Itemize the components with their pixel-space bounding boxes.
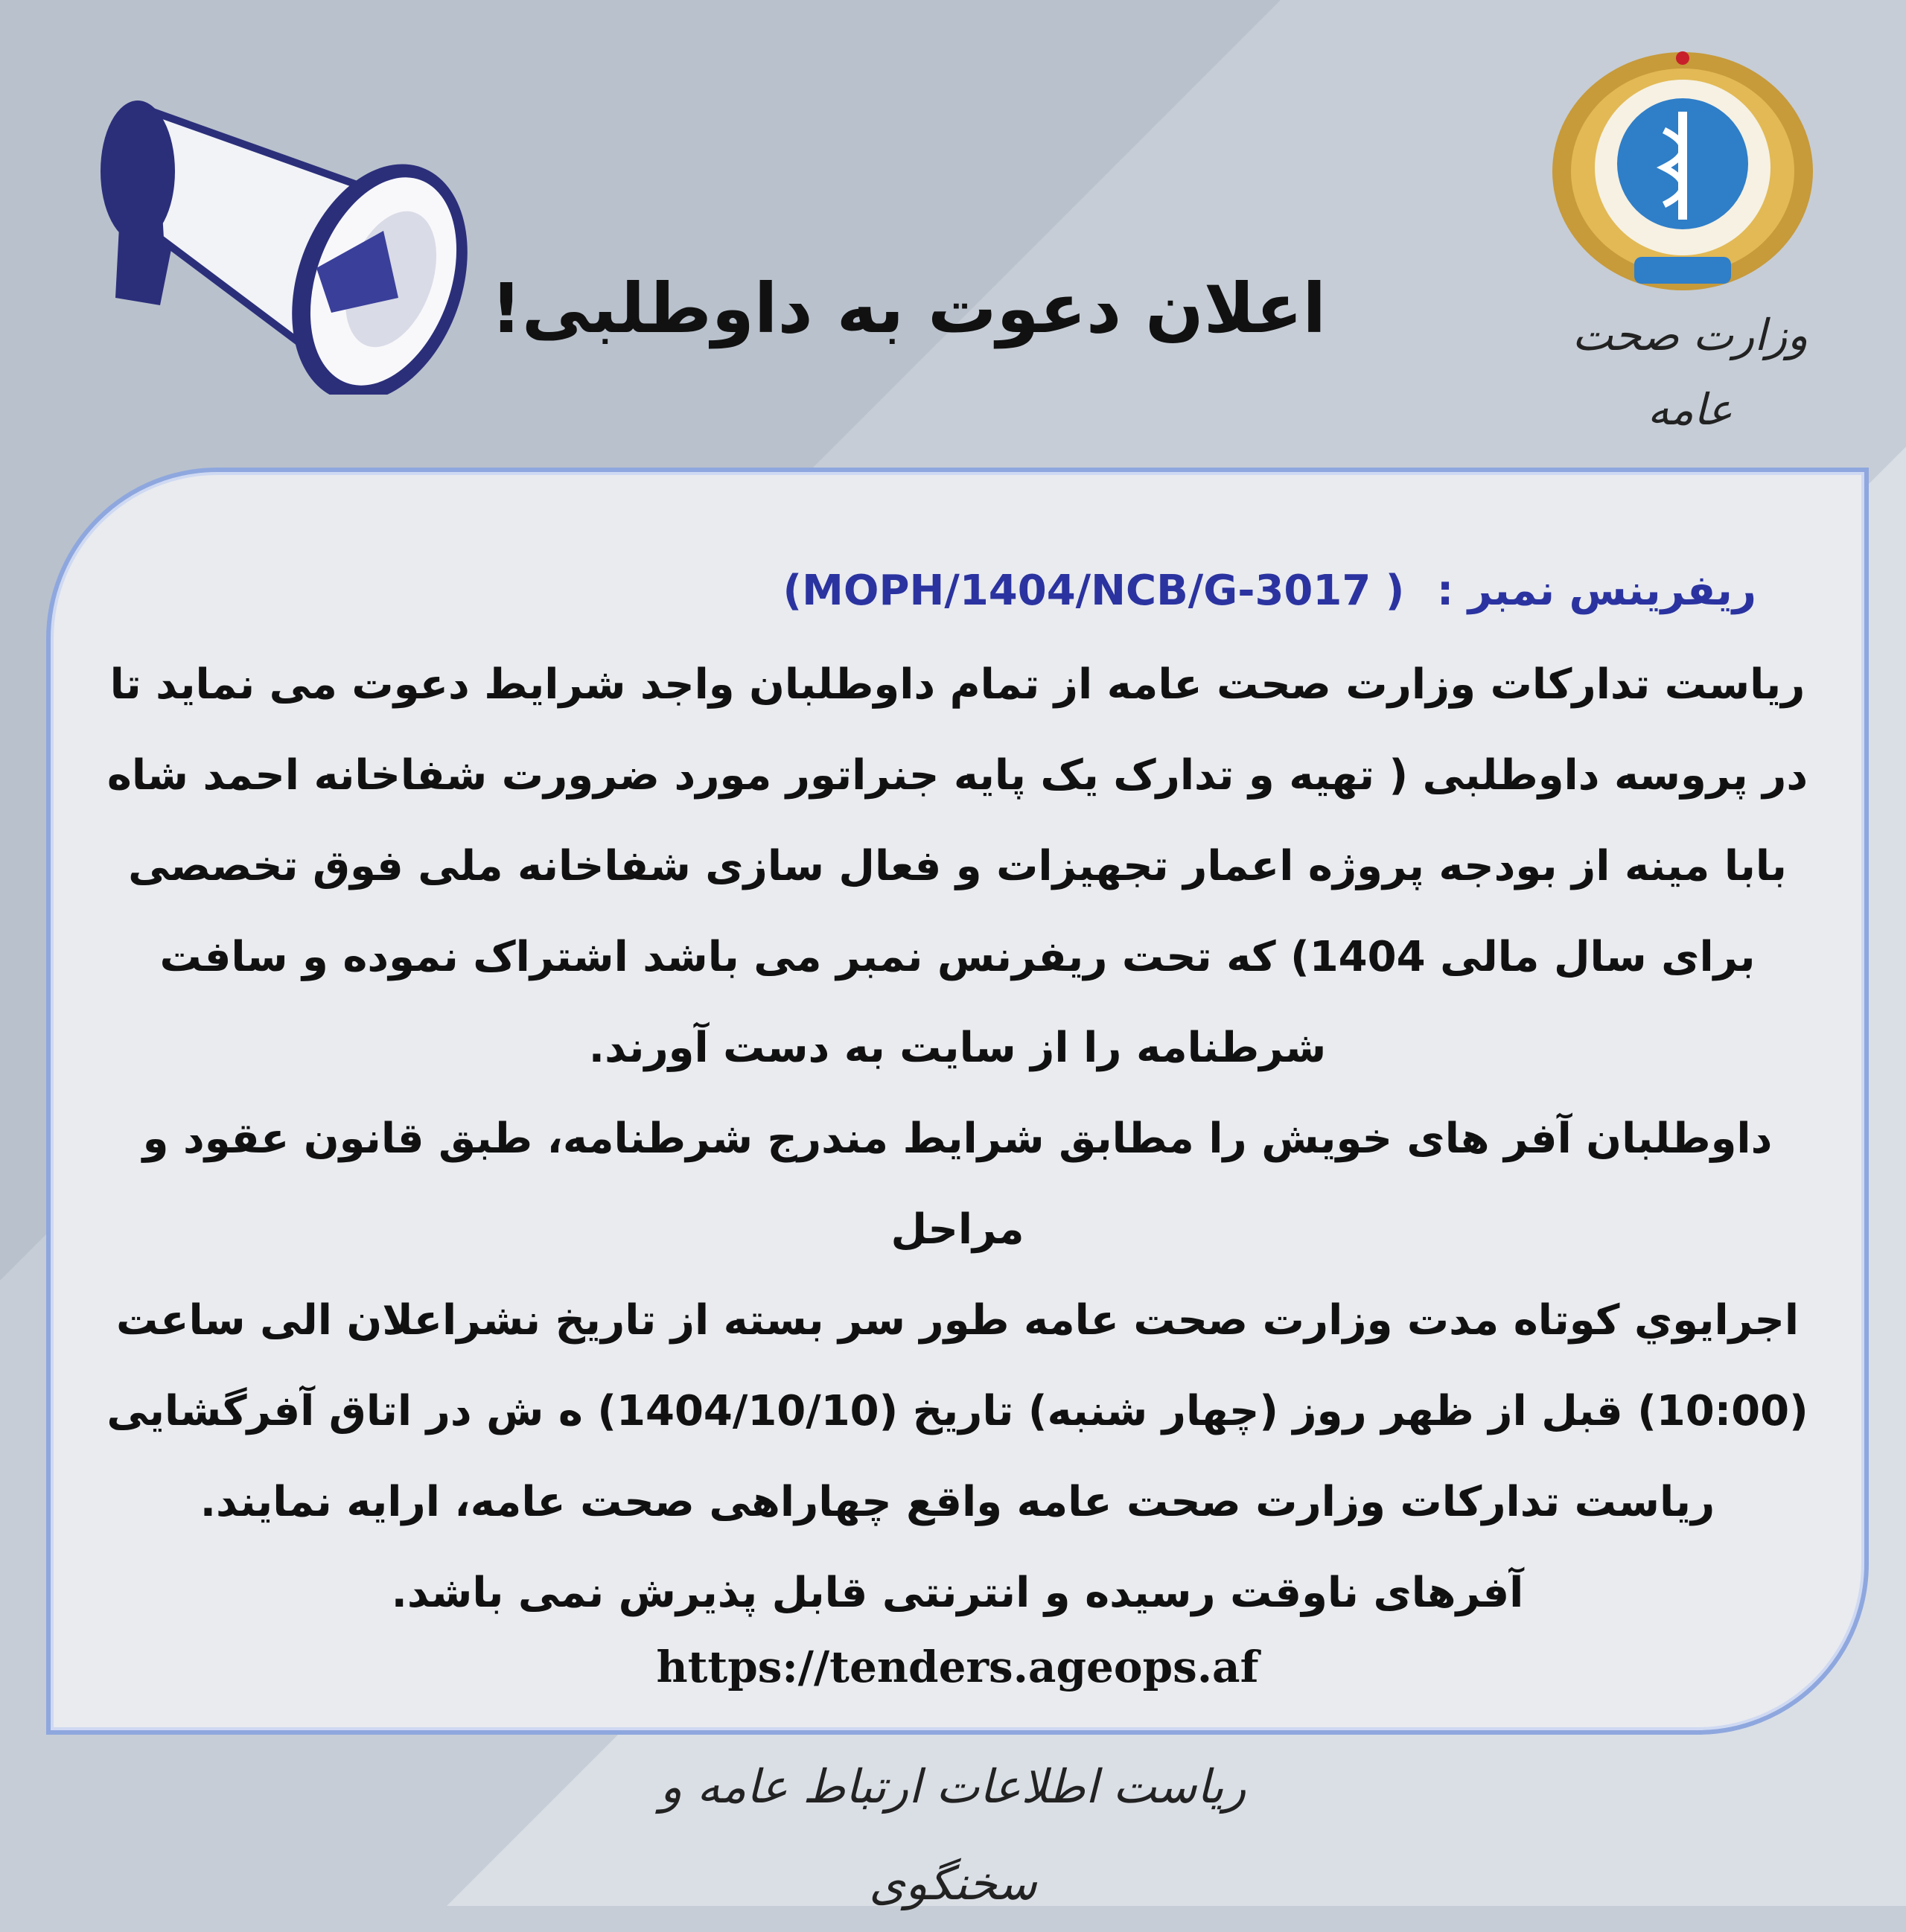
notice-panel [46, 468, 1869, 1735]
body-line: برای سال مالی 1404) که تحت ریفرنس نمبر می باشد اشتراک نموده و سافت [159, 933, 1756, 981]
reference-line [783, 550, 1756, 632]
body-line: ریاست تدارکات وزارت صحت عامه واقع چهاراهی صحت عامه، ارایه نمایند. [200, 1478, 1715, 1526]
body-line: ریاست تدارکات وزارت صحت عامه از تمام داوطلبان واجد شرایط دعوت می نماید تا [109, 660, 1805, 709]
body-line: اجرایوي کوتاه مدت وزارت صحت عامه طور سر بسته از تاریخ نشراعلان الی ساعت [115, 1296, 1800, 1345]
page-title: اعلان دعوت به داوطلبی! [490, 269, 1327, 348]
tender-url-link[interactable]: https://tenders.ageops.af [656, 1642, 1259, 1692]
reference-label: ریفرینس نمبر : [1436, 567, 1756, 615]
ministry-emblem-icon [1545, 45, 1820, 294]
closing-line: آفرهای ناوقت رسیده و انترنتی قابل پذیرش نمی باشد. [391, 1569, 1524, 1617]
body-line: بابا مینه از بودجه پروژه اعمار تجهیزات و فعال سازی شفاخانه ملی فوق تخصصی [128, 842, 1787, 890]
footer-signature: ریاست اطلاعات ارتباط عامه و سخنگوی [660, 1759, 1246, 1910]
body-line: در پروسه داوطلبی ( تهیه و تدارک یک پایه جنراتور مورد ضرورت شفاخانه احمد شاه [106, 751, 1808, 800]
ministry-signature: وزارت صحت عامه [1572, 310, 1808, 435]
notice-body [103, 640, 1812, 1639]
megaphone-icon [71, 45, 473, 395]
body-line: (10:00) قبل از ظهر روز (چهار شنبه) تاریخ (1404/10/10) ه ش در اتاق آفرگشایی [106, 1387, 1808, 1435]
body-line: داوطلبان آفر های خویش را مطابق شرایط مندرج شرطنامه، طبق قانون عقود و مراحل [142, 1115, 1773, 1254]
body-line: شرطنامه را از سایت به دست آورند. [588, 1024, 1327, 1072]
reference-number: (MOPH/1404/NCB/G-3017 ) [783, 567, 1405, 615]
